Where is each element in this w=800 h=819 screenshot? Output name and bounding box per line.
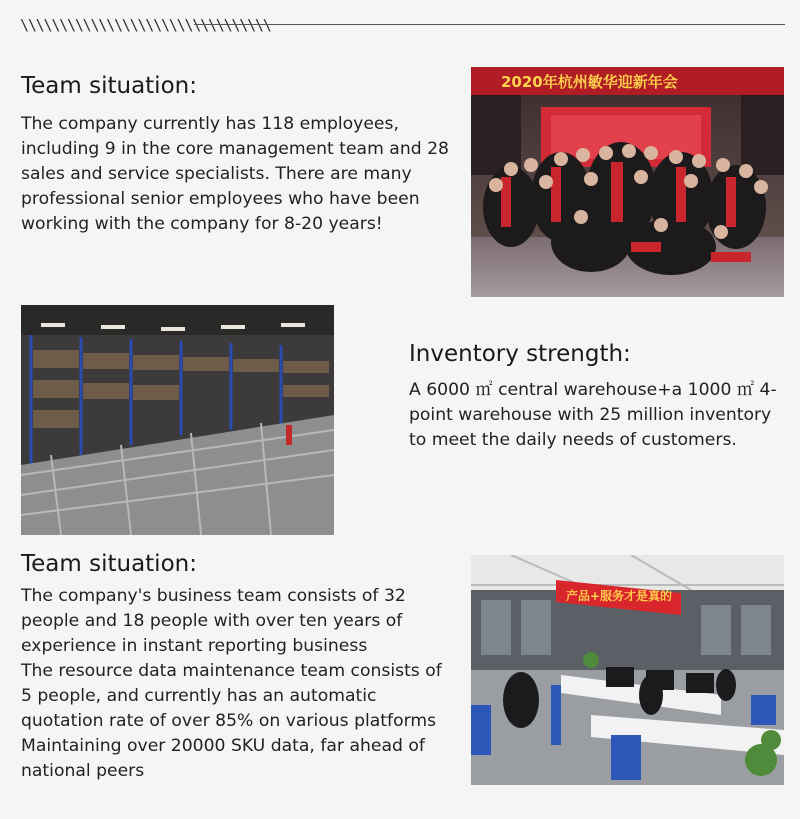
text-segment: in the core management team and xyxy=(115,139,428,159)
inventory-strength-heading: Inventory strength: xyxy=(409,341,631,367)
team-situation-heading-2: Team situation: xyxy=(21,551,197,577)
sku-line: Maintaining over 20000 SKU data, far ahead of national peers xyxy=(21,736,425,781)
business-team-line: The company's business team consists of 32 people and 18 people with over ten years of experience in instant reporting business xyxy=(21,586,406,656)
data-team-line: The resource data maintenance team consists of 5 people, and currently has an automatic quotation rate of over 85% on various platforms xyxy=(21,661,442,731)
office-photo xyxy=(471,555,784,785)
banner-text: 产品+服务才是真的 xyxy=(566,589,673,603)
divider-slashes: \\\\\\\\\\\\\\\\\\\\\\\\\\\\\\\\ xyxy=(20,16,271,34)
inventory-strength-text xyxy=(409,378,787,453)
warehouse-photo xyxy=(21,305,334,535)
team-situation-heading: Team situation: xyxy=(21,73,197,99)
text-segment: sales and service specialists. There are many professional senior employees who have been working with the company for 8-20 years! xyxy=(21,164,420,234)
team-group-photo-image xyxy=(471,67,784,297)
sales-count: 28 xyxy=(427,139,449,159)
employee-count: 118 xyxy=(261,114,295,134)
team-group-photo xyxy=(471,67,784,297)
section-divider xyxy=(20,14,785,36)
divider-line xyxy=(194,24,785,25)
warehouse-photo-image xyxy=(21,305,334,535)
office-photo-image xyxy=(471,555,784,785)
management-count: 9 xyxy=(104,139,116,159)
text-segment: The company currently has xyxy=(21,114,262,134)
team-situation-text xyxy=(21,112,451,237)
text-segment: employees, including xyxy=(21,114,399,159)
banner-text: 2020年杭州敏华迎新年会 xyxy=(501,73,678,91)
inventory-paragraph: A 6000 ㎡ central warehouse+a 1000 ㎡ 4-point warehouse with 25 million inventory to meet the daily needs of customers. xyxy=(409,380,777,450)
team-situation-text-2 xyxy=(21,584,446,784)
